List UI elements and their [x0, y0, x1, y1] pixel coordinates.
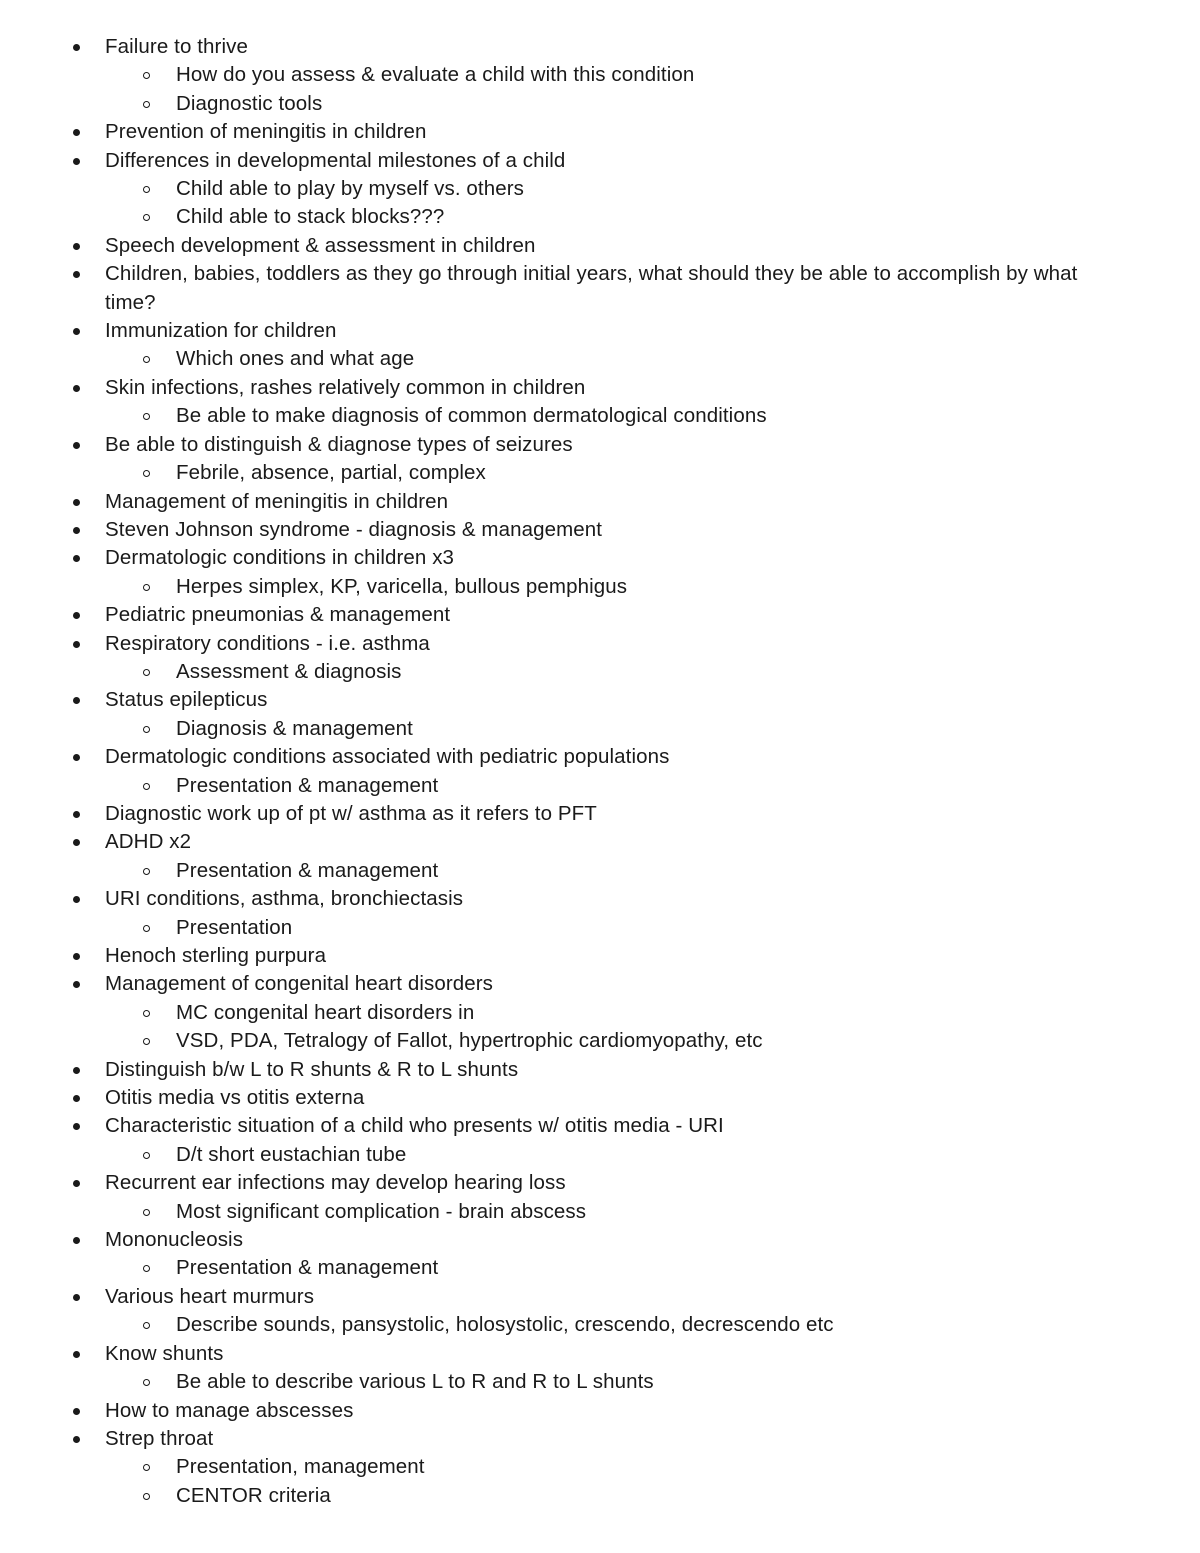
bullet-circle-icon: [143, 186, 150, 193]
bullet-dot-icon: [73, 811, 80, 818]
list-item: [0, 630, 1200, 658]
bullet-dot-icon: [73, 1294, 80, 1301]
list-item-text: VSD, PDA, Tetralogy of Fallot, hypertrophic cardiomyopathy, etc: [176, 1029, 763, 1053]
bullet-dot-icon: [73, 754, 80, 761]
list-item: [0, 743, 1200, 771]
bullet-dot-icon: [73, 442, 80, 449]
list-item: [0, 686, 1200, 714]
list-item: [0, 1340, 1200, 1368]
list-item-text: Presentation & management: [176, 858, 439, 882]
bullet-dot-icon: [73, 981, 80, 988]
bullet-dot-icon: [73, 953, 80, 960]
bullet-circle-icon: [143, 470, 150, 477]
list-item: [0, 317, 1200, 345]
bullet-circle-icon: [143, 669, 150, 676]
sub-list-item: [0, 1027, 1200, 1055]
bullet-dot-icon: [73, 555, 80, 562]
sub-list-item: [0, 573, 1200, 601]
bullet-circle-icon: [143, 1265, 150, 1272]
list-item-text: ADHD x2: [105, 830, 192, 854]
list-item: [0, 147, 1200, 175]
list-item: [0, 1425, 1200, 1453]
bullet-dot-icon: [73, 385, 80, 392]
list-item-text: Presentation & management: [176, 773, 439, 797]
sub-list-item: [0, 772, 1200, 800]
sub-list-item: [0, 1254, 1200, 1282]
list-item: [0, 828, 1200, 856]
list-item-text: Immunization for children: [105, 319, 337, 343]
sub-list-item: [0, 857, 1200, 885]
bullet-dot-icon: [73, 271, 80, 278]
list-item-text: D/t short eustachian tube: [176, 1142, 407, 1166]
bullet-dot-icon: [73, 641, 80, 648]
list-item-text: URI conditions, asthma, bronchiectasis: [105, 887, 464, 911]
list-item-text: Henoch sterling purpura: [105, 944, 327, 967]
sub-list-item: [0, 203, 1200, 231]
bullet-circle-icon: [143, 868, 150, 875]
bullet-dot-icon: [73, 1436, 80, 1443]
list-item-text: Be able to distinguish & diagnose types of seizures: [105, 432, 573, 456]
bullet-circle-icon: [143, 783, 150, 790]
list-item: [0, 1397, 1200, 1425]
list-item-text: Diagnostic tools: [176, 91, 323, 115]
sub-list-item: [0, 1453, 1200, 1481]
list-item-text: Otitis media vs otitis externa: [105, 1086, 365, 1110]
bullet-dot-icon: [73, 612, 80, 619]
list-item-text: Various heart murmurs: [105, 1284, 315, 1308]
list-item-text: Know shunts: [105, 1341, 224, 1365]
list-item-text: Management of congenital heart disorders: [105, 972, 494, 996]
list-item: [0, 1112, 1200, 1140]
sub-list-item: [0, 175, 1200, 203]
list-item-text: Mononucleosis: [105, 1228, 244, 1252]
bullet-dot-icon: [73, 328, 80, 335]
list-item-text: CENTOR criteria: [176, 1483, 331, 1507]
list-item-text: Respiratory conditions - i.e. asthma: [105, 631, 430, 655]
bullet-dot-icon: [73, 158, 80, 165]
sub-list-item: [0, 402, 1200, 430]
list-item-text: Presentation, management: [176, 1455, 425, 1479]
list-item: [0, 601, 1200, 629]
list-item: [0, 970, 1200, 998]
list-item-text: Failure to thrive: [105, 35, 248, 58]
bullet-circle-icon: [143, 1209, 150, 1216]
bullet-circle-icon: [143, 1379, 150, 1386]
list-item-text: MC congenital heart disorders in: [176, 1000, 475, 1024]
list-item-text: Recurrent ear infections may develop hearing loss: [105, 1171, 566, 1195]
bullet-circle-icon: [143, 413, 150, 420]
bullet-dot-icon: [73, 839, 80, 846]
list-item-text: How to manage abscesses: [105, 1398, 354, 1422]
bullet-circle-icon: [143, 1038, 150, 1045]
bullet-dot-icon: [73, 1123, 80, 1130]
bullet-dot-icon: [73, 1408, 80, 1415]
list-item: [0, 33, 1200, 61]
list-item-text: Diagnostic work up of pt w/ asthma as it refers to PFT: [105, 801, 597, 825]
sub-list-item: [0, 1198, 1200, 1226]
list-item-text: Skin infections, rashes relatively common in children: [105, 375, 586, 399]
list-item-text: Dermatologic conditions associated with pediatric populations: [105, 745, 670, 769]
sub-list-item: [0, 61, 1200, 89]
list-item-text: Which ones and what age: [176, 347, 415, 371]
bullet-circle-icon: [143, 101, 150, 108]
bullet-circle-icon: [143, 356, 150, 363]
sub-list-item: [0, 90, 1200, 118]
bullet-list: [0, 33, 1200, 1510]
bullet-circle-icon: [143, 726, 150, 733]
bullet-circle-icon: [143, 1493, 150, 1500]
list-item-text: Be able to make diagnosis of common dermatological conditions: [176, 404, 767, 428]
sub-list-item: [0, 1368, 1200, 1396]
bullet-circle-icon: [143, 584, 150, 591]
list-item-text: Differences in developmental milestones of a child: [105, 148, 566, 172]
bullet-circle-icon: [143, 1010, 150, 1017]
sub-list-item: [0, 345, 1200, 373]
bullet-circle-icon: [143, 1152, 150, 1159]
list-item-text: Speech development & assessment in children: [105, 233, 536, 257]
list-item: [0, 1056, 1200, 1084]
list-item: [0, 488, 1200, 516]
bullet-circle-icon: [143, 214, 150, 221]
list-item: [0, 1084, 1200, 1112]
sub-list-item: [0, 999, 1200, 1027]
list-item-text: Describe sounds, pansystolic, holosystolic, crescendo, decrescendo etc: [176, 1313, 834, 1337]
list-item-text: Most significant complication - brain abscess: [176, 1199, 587, 1223]
list-item-text: Characteristic situation of a child who presents w/ otitis media - URI: [105, 1114, 724, 1138]
list-item-text: Herpes simplex, KP, varicella, bullous pemphigus: [176, 574, 628, 598]
list-item-text: Child able to stack blocks???: [176, 205, 445, 229]
bullet-circle-icon: [143, 72, 150, 79]
list-item: [0, 1169, 1200, 1197]
list-item-text: Steven Johnson syndrome - diagnosis & management: [105, 517, 603, 541]
list-item-text: Prevention of meningitis in children: [105, 120, 427, 144]
bullet-dot-icon: [73, 697, 80, 704]
list-item-text: Child able to play by myself vs. others: [176, 177, 524, 201]
list-item-text: Presentation: [176, 915, 293, 939]
list-item-text: Strep throat: [105, 1426, 214, 1450]
bullet-dot-icon: [73, 243, 80, 250]
bullet-dot-icon: [73, 129, 80, 136]
bullet-dot-icon: [73, 1095, 80, 1102]
bullet-circle-icon: [143, 1464, 150, 1471]
list-item: [0, 260, 1125, 317]
list-item: [0, 118, 1200, 146]
list-item-text: Assessment & diagnosis: [176, 659, 402, 683]
sub-list-item: [0, 459, 1200, 487]
bullet-dot-icon: [73, 1237, 80, 1244]
sub-list-item: [0, 658, 1200, 686]
list-item: [0, 1226, 1200, 1254]
list-item-text: Children, babies, toddlers as they go through initial years, what should they be able to accomplish by what time?: [105, 262, 1078, 314]
sub-list-item: [0, 1482, 1200, 1510]
list-item-text: How do you assess & evaluate a child with this condition: [176, 63, 695, 87]
sub-list-item: [0, 1141, 1200, 1169]
bullet-dot-icon: [73, 44, 80, 51]
list-item: [0, 516, 1200, 544]
bullet-dot-icon: [73, 1351, 80, 1358]
bullet-dot-icon: [73, 1180, 80, 1187]
list-item: [0, 885, 1200, 913]
bullet-circle-icon: [143, 925, 150, 932]
list-item-text: Pediatric pneumonias & management: [105, 603, 451, 627]
bullet-dot-icon: [73, 896, 80, 903]
list-item: [0, 374, 1200, 402]
list-item-text: Presentation & management: [176, 1256, 439, 1280]
list-item-text: Status epilepticus: [105, 688, 268, 712]
list-item: [0, 800, 1200, 828]
list-item-text: Distinguish b/w L to R shunts & R to L shunts: [105, 1057, 519, 1081]
sub-list-item: [0, 1311, 1200, 1339]
bullet-dot-icon: [73, 499, 80, 506]
bullet-dot-icon: [73, 1067, 80, 1074]
list-item: [0, 544, 1200, 572]
list-item-text: Management of meningitis in children: [105, 489, 449, 513]
sub-list-item: [0, 715, 1200, 743]
bullet-dot-icon: [73, 527, 80, 534]
list-item-text: Diagnosis & management: [176, 716, 413, 740]
list-item-text: Dermatologic conditions in children x3: [105, 546, 455, 570]
list-item: [0, 431, 1200, 459]
list-item-text: Be able to describe various L to R and R to L shunts: [176, 1370, 654, 1394]
list-item: [0, 942, 1200, 970]
list-item-text: Febrile, absence, partial, complex: [176, 461, 486, 485]
sub-list-item: [0, 914, 1200, 942]
list-item: [0, 1283, 1200, 1311]
bullet-circle-icon: [143, 1322, 150, 1329]
list-item: [0, 232, 1200, 260]
